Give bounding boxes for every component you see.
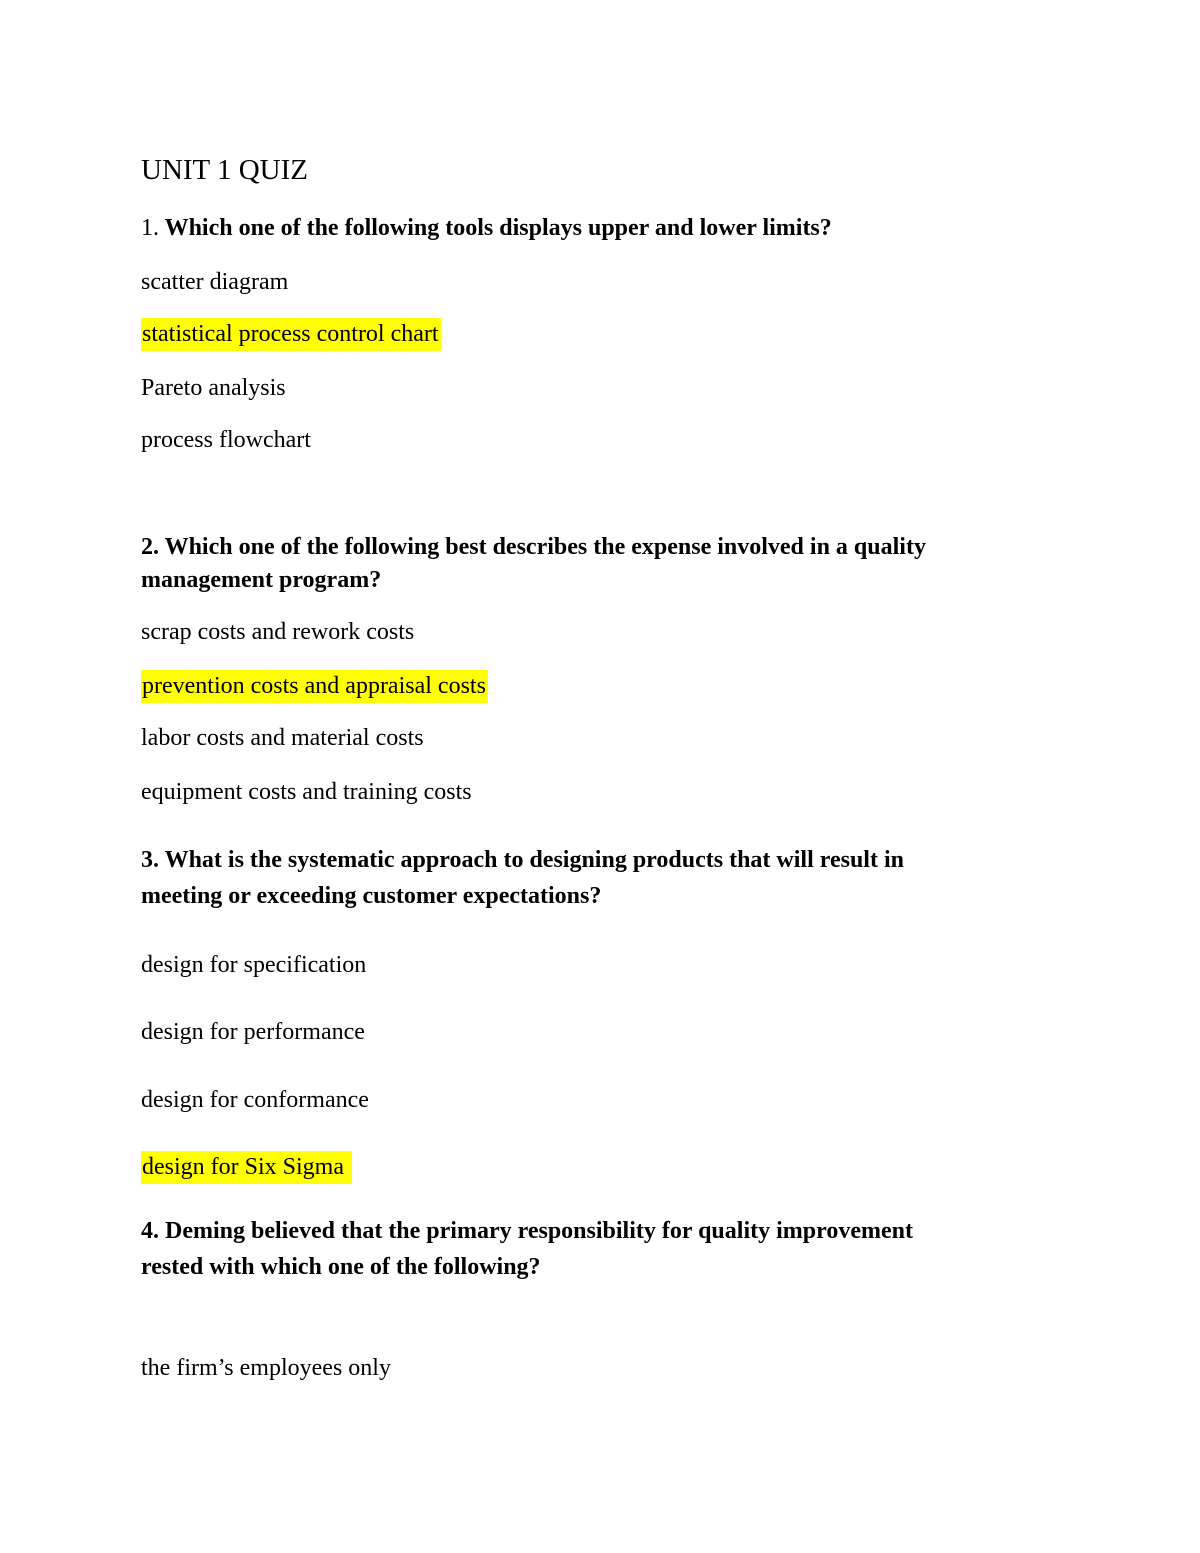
- answer-option: equipment costs and training costs: [141, 779, 472, 805]
- question-number: 1.: [141, 215, 159, 241]
- question-text: Deming believed that the primary responsibility for quality improvement: [165, 1218, 913, 1244]
- question-4-line-1: [141, 1219, 913, 1243]
- question-2-line-2: management program?: [141, 567, 382, 593]
- question-number: 3.: [141, 847, 159, 873]
- answer-option-highlighted: prevention costs and appraisal costs: [141, 674, 488, 698]
- question-2-line-1: [141, 535, 926, 559]
- quiz-title: UNIT 1 QUIZ: [141, 154, 308, 186]
- question-text: Which one of the following tools displays upper and lower limits?: [164, 215, 832, 241]
- answer-option: the firm’s employees only: [141, 1355, 391, 1381]
- answer-option-highlighted: statistical process control chart: [141, 322, 441, 346]
- question-4-line-2: rested with which one of the following?: [141, 1254, 541, 1280]
- question-3-line-2: meeting or exceeding customer expectations?: [141, 883, 602, 909]
- answer-option: design for specification: [141, 952, 367, 978]
- question-1-line-1: [141, 216, 832, 240]
- question-number: 4.: [141, 1218, 159, 1244]
- answer-option: scrap costs and rework costs: [141, 619, 415, 645]
- answer-option-highlighted: design for Six Sigma: [141, 1155, 352, 1179]
- answer-option: design for conformance: [141, 1087, 369, 1113]
- answer-option: Pareto analysis: [141, 375, 286, 401]
- question-text: What is the systematic approach to designing products that will result in: [164, 847, 904, 873]
- answer-option: design for performance: [141, 1019, 365, 1045]
- question-number: 2.: [141, 534, 159, 560]
- answer-option: labor costs and material costs: [141, 725, 424, 751]
- answer-option: scatter diagram: [141, 269, 289, 295]
- question-text: Which one of the following best describes the expense involved in a quality: [164, 534, 926, 560]
- answer-option: process flowchart: [141, 427, 311, 453]
- question-3-line-1: [141, 848, 904, 872]
